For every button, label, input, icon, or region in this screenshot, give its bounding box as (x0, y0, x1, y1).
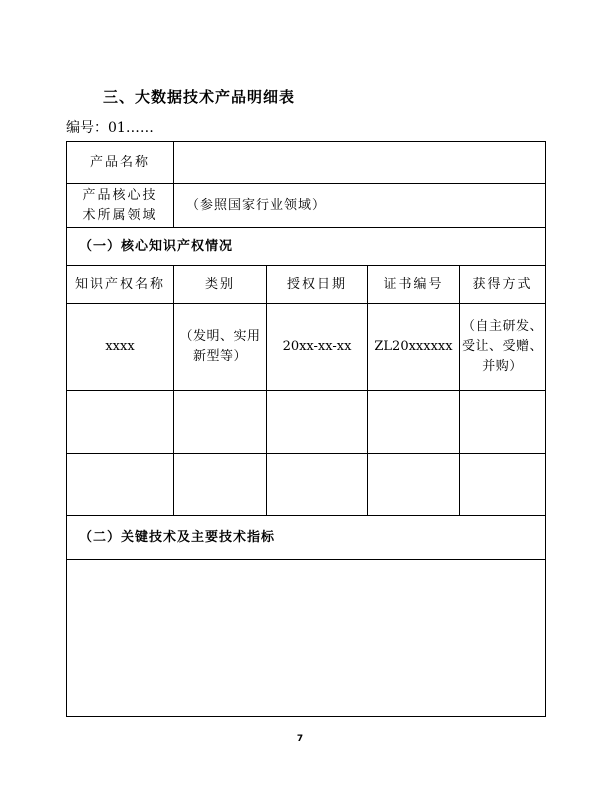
section2-content-field[interactable] (67, 560, 546, 717)
section1-title-row (67, 228, 546, 266)
table-cell[interactable] (267, 391, 368, 454)
cert-no-cell[interactable]: ZL20xxxxxx (368, 304, 460, 391)
table-row (67, 454, 546, 516)
col-category: 类别 (174, 266, 267, 304)
tech-domain-field[interactable]: （参照国家行业领域） (174, 184, 546, 228)
product-name-row (67, 142, 546, 184)
table-cell[interactable] (67, 454, 174, 516)
category-line1: （发明、实用 (179, 329, 261, 344)
product-name-field[interactable] (174, 142, 546, 184)
table-row (67, 391, 546, 454)
grant-date-cell[interactable]: 20xx-xx-xx (267, 304, 368, 391)
table-cell[interactable] (174, 391, 267, 454)
tech-domain-label (67, 184, 174, 228)
method-line1: （自主研发、 (461, 319, 543, 334)
section2-title-row (67, 516, 546, 560)
table-cell[interactable] (174, 454, 267, 516)
category-cell[interactable] (174, 304, 267, 391)
table-row (67, 304, 546, 391)
method-line2: 受让、受赠、 (461, 339, 543, 354)
tech-domain-row (67, 184, 546, 228)
col-grant-date: 授权日期 (267, 266, 368, 304)
page-number: 7 (296, 734, 304, 744)
table-cell[interactable] (67, 391, 174, 454)
ip-name-cell[interactable]: xxxx (67, 304, 174, 391)
method-line3: 并购） (482, 359, 523, 374)
product-detail-table (66, 141, 546, 717)
serial-number: 编号：01…… (66, 120, 154, 136)
product-name-label: 产品名称 (67, 142, 174, 184)
tech-domain-label-line2: 术所属领域 (82, 207, 158, 223)
table-cell[interactable] (368, 391, 460, 454)
tech-domain-label-line1: 产品核心技 (82, 187, 158, 203)
table-heading: 三、大数据技术产品明细表 (103, 88, 296, 106)
table-cell[interactable] (267, 454, 368, 516)
section1-title: （一）核心知识产权情况 (67, 228, 546, 266)
col-cert-no: 证书编号 (368, 266, 460, 304)
table-cell[interactable] (460, 391, 546, 454)
acquire-method-cell[interactable] (460, 304, 546, 391)
col-ip-name: 知识产权名称 (67, 266, 174, 304)
col-acquire-method: 获得方式 (460, 266, 546, 304)
ip-header-row (67, 266, 546, 304)
table-cell[interactable] (460, 454, 546, 516)
table-cell[interactable] (368, 454, 460, 516)
section2-title: （二）关键技术及主要技术指标 (67, 516, 546, 560)
category-line2: 新型等） (192, 349, 247, 364)
section2-content-row (67, 560, 546, 717)
